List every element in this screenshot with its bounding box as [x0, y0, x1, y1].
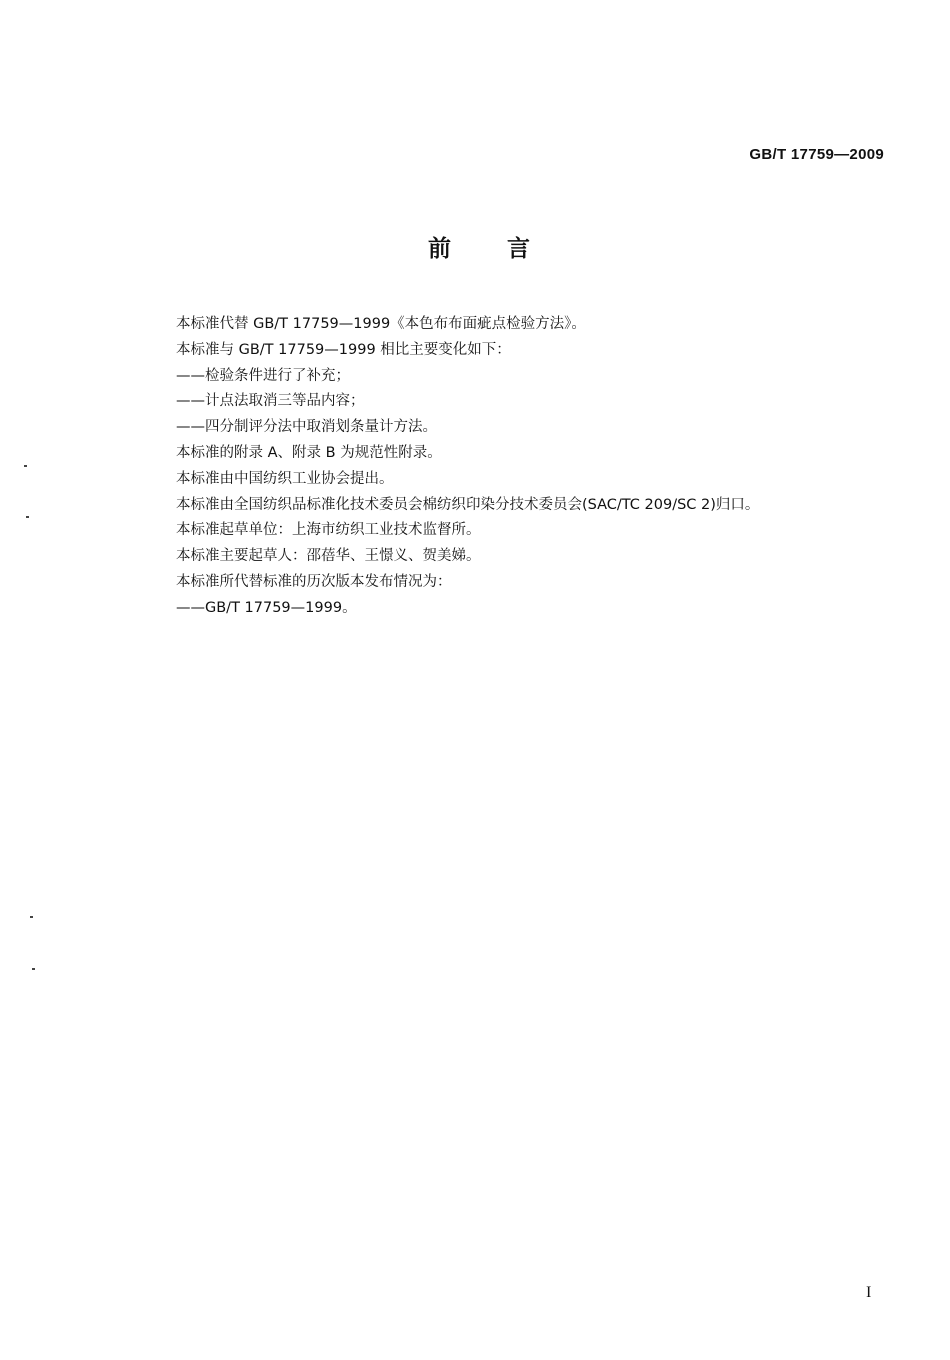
paragraph-line: 本标准所代替标准的历次版本发布情况为： — [176, 573, 452, 590]
paragraph-line: 本标准的附录 A、附录 B 为规范性附录。 — [176, 444, 442, 461]
paragraph-line: 本标准与 GB/T 17759—1999 相比主要变化如下： — [176, 341, 511, 358]
paragraph-line: ——GB/T 17759—1999。 — [176, 599, 357, 616]
paragraph-line: ——检验条件进行了补充； — [176, 367, 350, 384]
paragraph-line: 本标准由全国纺织品标准化技术委员会棉纺织印染分技术委员会(SAC/TC 209/SC 2)归口。 — [176, 496, 760, 513]
paragraph-line: 本标准代替 GB/T 17759—1999《本色布布面疵点检验方法》。 — [176, 316, 586, 332]
scan-speck — [30, 916, 33, 918]
foreword-body — [176, 312, 896, 622]
page-title: 前言 — [428, 236, 586, 262]
paragraph-line: 本标准起草单位：上海市纺织工业技术监督所。 — [176, 522, 481, 539]
page-number: I — [866, 1284, 872, 1301]
paragraph-line: ——四分制评分法中取消划条量计方法。 — [176, 419, 437, 436]
paragraph-line: 本标准由中国纺织工业协会提出。 — [176, 470, 394, 487]
scan-speck — [26, 516, 29, 518]
scan-speck — [32, 968, 35, 970]
paragraph-line: ——计点法取消三等品内容； — [176, 393, 365, 410]
paragraph-line: 本标准主要起草人：邵蓓华、王憬义、贺美娣。 — [176, 548, 481, 565]
standard-number: GB/T 17759—2009 — [749, 146, 884, 163]
scan-speck — [24, 465, 27, 467]
